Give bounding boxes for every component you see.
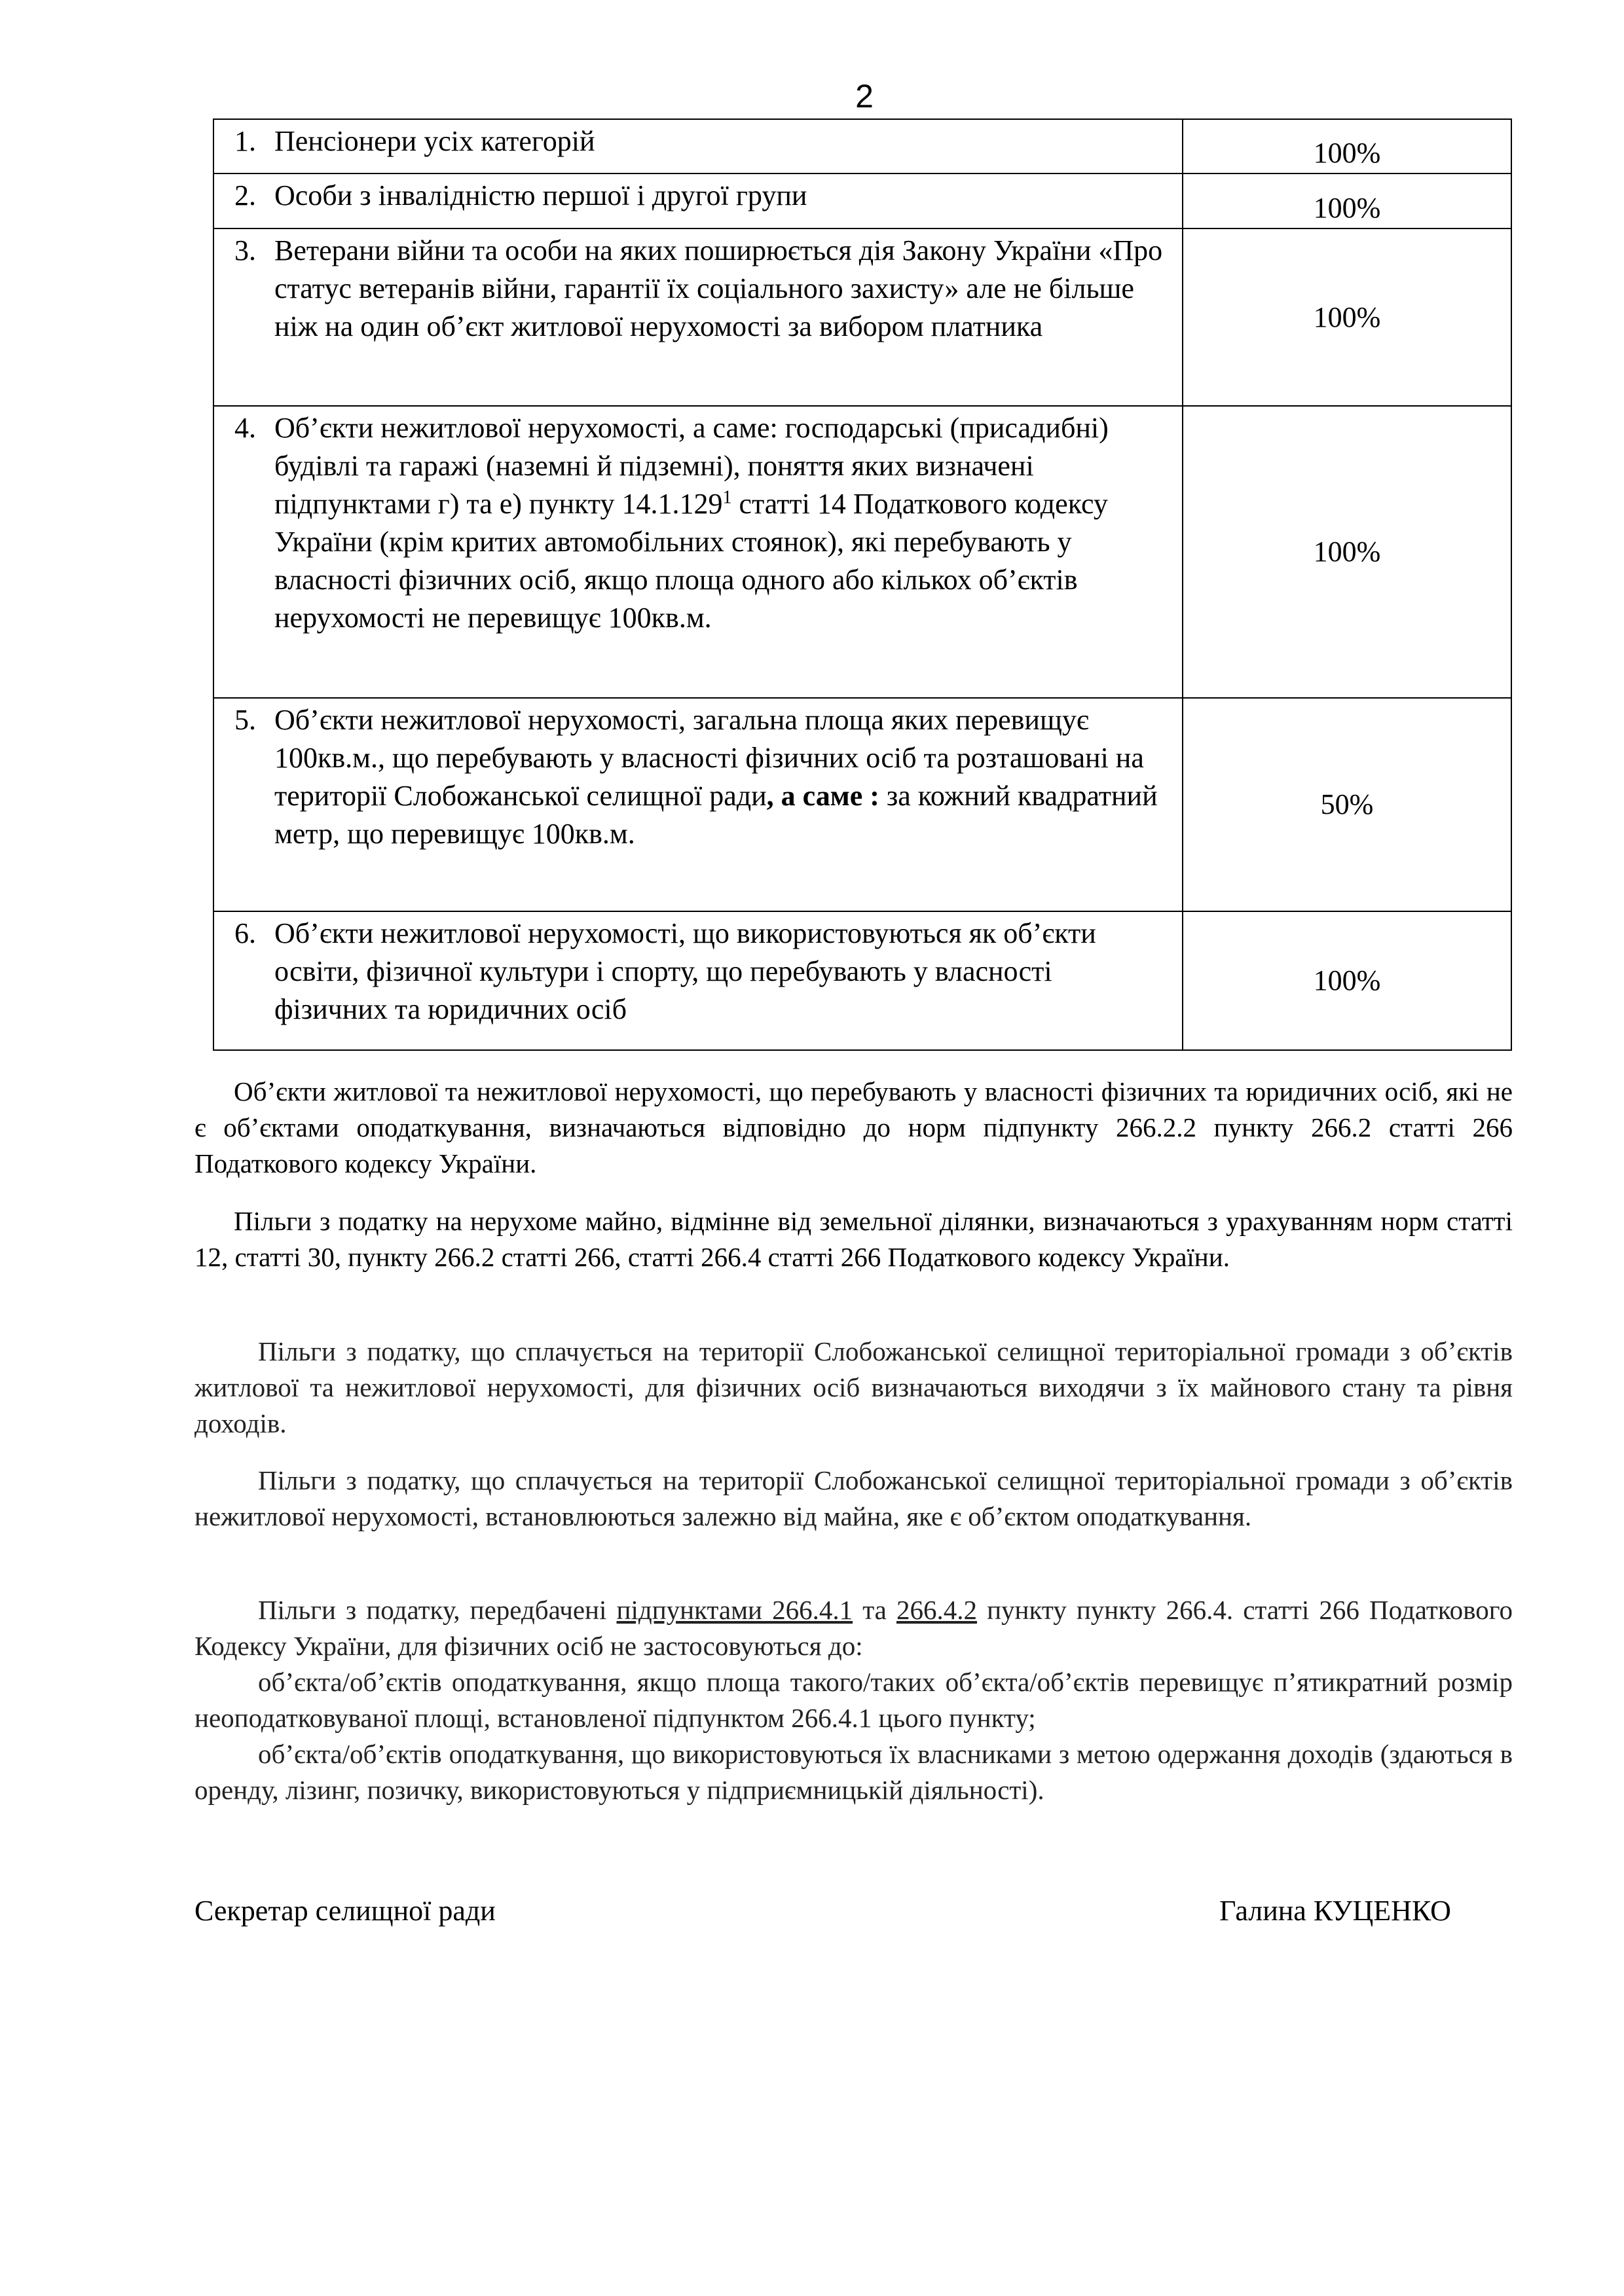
paragraph-condition-area: об’єкта/об’єктів оподаткування, якщо площа такого/таких об’єкта/об’єктів перевищує п’ятикратний розмір неоподатковуваної площі, встановленої підпунктом 266.4.1 цього пункту; [194,1667,1513,1733]
row-number: 3. [234,234,256,266]
benefit-value: 100% [1183,406,1511,698]
signature-position: Секретар селищної ради [194,1895,496,1927]
table-row [213,173,1511,228]
table-row [213,228,1511,406]
paragraph-condition-income: об’єкта/об’єктів оподаткування, що використовуються їх власниками з метою одержання доходів (здаються в оренду, лізинг, позичку, використовуються у підприємницькій діяльності). [194,1739,1513,1805]
paragraph-non-taxable-objects: Об’єкти житлової та нежитлової нерухомості, що перебувають у власності фізичних та юридичних осіб, які не є об’єктами оподаткування, визначаються відповідно до норм підпункту 266.2.2 пункту 266.2 статті 266 Податкового кодексу України. [194,1076,1513,1178]
table-row [213,911,1511,1050]
benefit-description [213,173,1183,228]
row-text: Особи з інвалідністю першої і другої групи [274,179,807,211]
benefit-value: 100% [1183,119,1511,173]
benefit-value: 100% [1183,228,1511,406]
row-text: Об’єкти нежитлової нерухомості, а саме: господарські (присадибні) будівлі та гаражі (наземні й підземні), поняття яких визначені підпунктами г) та е) пункту 14.1.129$^1$ статті 14 Податкового кодексу України (крім критих автомобільних стоянок), які перебувають у власності фізичних осіб, якщо площа одного або кількох об’єктів нерухомості не перевищує 100кв.м. [274,412,1109,634]
table-row [213,406,1511,698]
row-number: 1. [234,125,256,157]
signature-name: Галина КУЦЕНКО [1219,1895,1451,1927]
row-text: Об’єкти нежитлової нерухомості, що використовуються як об’єкти освіти, фізичної культури і спорту, що перебувають у власності фізичних та юридичних осіб [274,917,1096,1025]
subparagraph-link[interactable]: підпунктами 266.4.1 [616,1595,853,1625]
footnote-superscript: 1 [722,487,732,508]
row-number: 6. [234,917,256,949]
benefit-description [213,406,1183,698]
benefit-value: 50% [1183,698,1511,911]
bold-phrase: , а саме : [766,780,879,812]
row-text: Об’єкти нежитлової нерухомості, загальна площа яких перевищує 100кв.м., що перебувають у власності фізичних осіб та розташовані на території Слобожанської селищної ради, а саме : за кожний квадратний метр, що перевищує 100кв.м. [274,704,1158,850]
benefit-value: 100% [1183,173,1511,228]
subparagraph-link[interactable]: 266.4.2 [896,1595,977,1625]
benefit-description [213,698,1183,911]
paragraph-benefits-non-residential: Пільги з податку, що сплачується на території Слобожанської селищної територіальної громади з об’єктів нежитлової нерухомості, встановлюються залежно від майна, яке є об’єктом оподаткування. [194,1465,1513,1531]
row-text: Ветерани війни та особи на яких поширюється дія Закону України «Про статус ветеранів війни, гарантії їх соціального захисту» але не більше ніж на один об’єкт житлової нерухомості за вибором платника [274,234,1163,342]
table-row [213,698,1511,911]
benefit-value: 100% [1183,911,1511,1050]
row-number: 2. [234,179,256,211]
benefit-description [213,228,1183,406]
page-number: 2 [855,78,874,115]
paragraph-benefits-individuals: Пільги з податку, що сплачується на території Слобожанської селищної територіальної громади з об’єктів житлової та нежитлової нерухомості, для фізичних осіб визначаються виходячи з їх майнового стану та рівня доходів. [194,1336,1513,1438]
benefit-description [213,119,1183,173]
paragraph-tax-benefits-norms: Пільги з податку на нерухоме майно, відмінне від земельної ділянки, визначаються з урахуванням норм статті 12, статті 30, пункту 266.2 статті 266, статті 266.4 статті 266 Податкового кодексу України. [194,1206,1513,1272]
benefits-table [213,118,1512,1051]
row-number: 4. [234,412,256,444]
benefit-description [213,911,1183,1050]
table-row [213,119,1511,173]
row-text: Пенсіонери усіх категорій [274,125,595,157]
paragraph-benefits-not-applied: Пільги з податку, передбачені підпунктами 266.4.1 та 266.4.2 пункту пункту 266.4. статті 266 Податкового Кодексу України, для фізичних осіб не застосовуються до: [194,1595,1513,1661]
row-number: 5. [234,704,256,736]
